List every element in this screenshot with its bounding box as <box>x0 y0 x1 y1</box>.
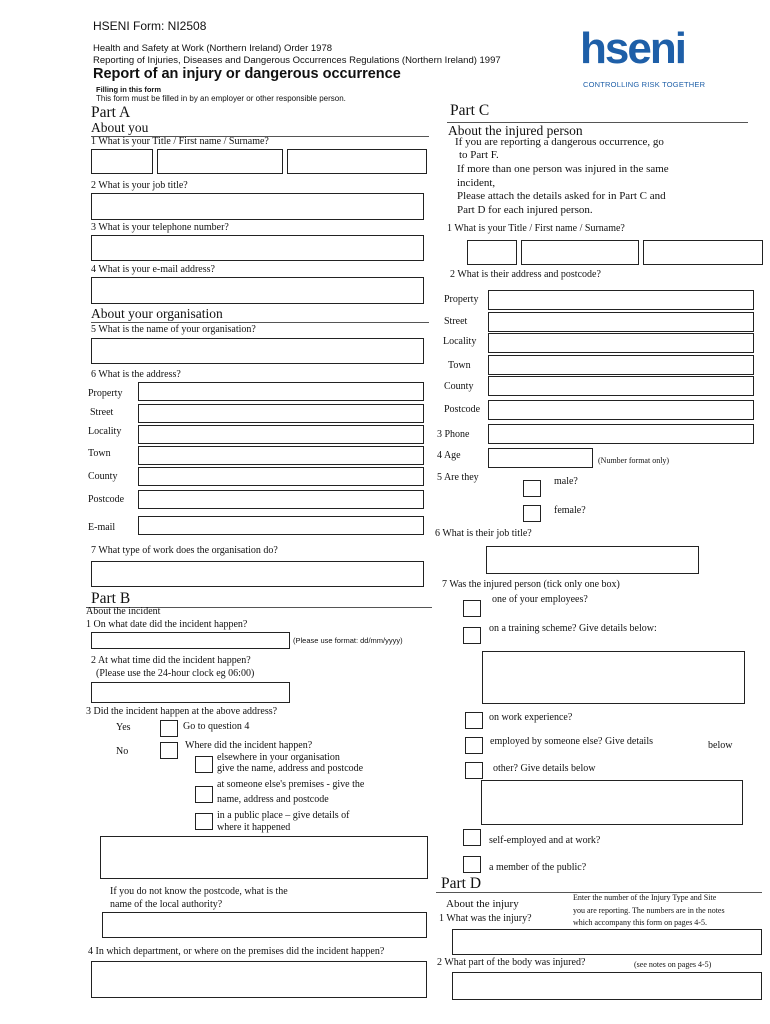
c-surname-input[interactable] <box>643 240 763 265</box>
b-q4-label: 4 In which department, or where on the premises did the incident happen? <box>88 946 385 957</box>
a-worktype-input[interactable] <box>91 561 424 587</box>
b-q3-label: 3 Did the incident happen at the above address? <box>86 706 278 717</box>
c-intro-6: Part D for each injured person. <box>457 204 593 216</box>
c-label-street: Street <box>444 316 468 327</box>
logo-wordmark: hseni <box>580 24 685 73</box>
c-q6-label: 6 What is their job title? <box>435 528 532 539</box>
c-q7-label: 7 Was the injured person (tick only one box) <box>442 579 620 590</box>
a-q3-label: 3 What is your telephone number? <box>91 222 229 233</box>
c-jobtitle-input[interactable] <box>486 546 699 574</box>
a-jobtitle-input[interactable] <box>91 193 424 220</box>
c-age-input[interactable] <box>488 448 593 468</box>
c-opt-self-employed-checkbox[interactable] <box>463 829 481 846</box>
c-locality-input[interactable] <box>488 333 754 353</box>
c-intro-1: If you are reporting a dangerous occurrence, go <box>455 136 664 148</box>
a-label-postcode: Postcode <box>88 494 125 505</box>
about-org-heading: About your organisation <box>91 306 223 321</box>
filling-text: This form must be filled in by an employer or other responsible person. <box>96 94 346 103</box>
c-firstname-input[interactable] <box>521 240 639 265</box>
c-opt-employed-else-checkbox[interactable] <box>465 737 483 754</box>
c-phone-input[interactable] <box>488 424 754 444</box>
b-no-text: Where did the incident happen? <box>185 740 313 751</box>
b-public-place-text-2: where it happened <box>217 822 291 833</box>
b-someone-else-text: at someone else's premises - give the <box>217 779 365 790</box>
c-q5-label: 5 Are they <box>437 472 479 483</box>
c-male-label: male? <box>554 476 578 487</box>
a-firstname-input[interactable] <box>157 149 283 174</box>
d-q1-label: 1 What was the injury? <box>439 913 532 924</box>
c-postcode-input[interactable] <box>488 400 754 420</box>
form-id: HSENI Form: NI2508 <box>93 19 207 33</box>
c-opt-public-label: a member of the public? <box>489 862 587 873</box>
c-q3-label: 3 Phone <box>437 429 470 440</box>
about-injured-heading: About the injured person <box>448 123 583 138</box>
c-opt-employed-else-label: employed by someone else? Give details <box>490 736 654 747</box>
a-q6-label: 6 What is the address? <box>91 369 181 380</box>
a-q2-label: 2 What is your job title? <box>91 180 188 191</box>
c-label-postcode: Postcode <box>444 404 481 415</box>
c-intro-3: If more than one person was injured in the same <box>457 163 669 175</box>
c-label-property: Property <box>444 294 479 305</box>
a-property-input[interactable] <box>138 382 424 401</box>
a-orgname-input[interactable] <box>91 338 424 364</box>
c-label-county: County <box>444 381 474 392</box>
c-street-input[interactable] <box>488 312 754 332</box>
a-town-input[interactable] <box>138 446 424 465</box>
b-someone-else-text-2: name, address and postcode <box>217 794 329 805</box>
c-intro-5: Please attach the details asked for in Part C and <box>457 190 666 202</box>
c-opt-employed-else-below: below <box>708 740 733 751</box>
a-label-email: E-mail <box>88 522 116 533</box>
c-label-locality: Locality <box>443 336 477 347</box>
about-you-heading: About you <box>91 120 149 135</box>
b-public-place-text: in a public place – give details of <box>217 810 350 821</box>
c-property-input[interactable] <box>488 290 754 310</box>
b-no-checkbox[interactable] <box>160 742 178 759</box>
d-q2-hint: (see notes on pages 4-5) <box>634 960 712 969</box>
b-q2-label: 2 At what time did the incident happen? <box>91 655 251 666</box>
about-injury-heading: About the injury <box>446 898 519 910</box>
logo-tagline: CONTROLLING RISK TOGETHER <box>583 80 706 89</box>
d-note-1: Enter the number of the Injury Type and Site <box>573 893 717 902</box>
part-b-title: Part B <box>91 590 131 607</box>
b-q1-label: 1 On what date did the incident happen? <box>86 619 248 630</box>
c-female-label: female? <box>554 505 586 516</box>
c-opt-other-checkbox[interactable] <box>465 762 483 779</box>
b-postcode-question: If you do not know the postcode, what is the <box>110 886 288 897</box>
c-title-input[interactable] <box>467 240 517 265</box>
b-date-input[interactable] <box>91 632 290 649</box>
b-location-details-input[interactable] <box>100 836 428 879</box>
a-phone-input[interactable] <box>91 235 424 261</box>
c-q4-label: 4 Age <box>437 450 461 461</box>
d-injury-input[interactable] <box>452 929 762 955</box>
part-c-title: Part C <box>450 102 490 119</box>
d-note-2: you are reporting. The numbers are in the notes <box>573 906 725 915</box>
a-email-input[interactable] <box>91 277 424 304</box>
a-locality-input[interactable] <box>138 425 424 444</box>
a-postcode-input[interactable] <box>138 490 424 509</box>
hseni-logo <box>580 24 720 92</box>
b-yes-text: Go to question 4 <box>183 721 250 732</box>
c-intro-2: to Part F. <box>459 149 499 161</box>
divider <box>91 322 429 323</box>
a-q1-label: 1 What is your Title / First name / Surname? <box>91 136 269 147</box>
b-elsewhere-text-2: give the name, address and postcode <box>217 763 364 774</box>
c-label-town: Town <box>448 360 471 371</box>
b-yes-label: Yes <box>116 722 131 733</box>
b-elsewhere-checkbox[interactable] <box>195 756 213 773</box>
a-label-county: County <box>88 471 118 482</box>
c-opt-training-label: on a training scheme? Give details below: <box>489 623 657 634</box>
form-title: Report of an injury or dangerous occurrence <box>93 66 401 82</box>
c-opt-public-checkbox[interactable] <box>463 856 481 873</box>
part-a-title: Part A <box>91 104 131 121</box>
a-q5-label: 5 What is the name of your organisation? <box>91 324 256 335</box>
a-org-email-input[interactable] <box>138 516 424 535</box>
filling-heading: Filling in this form <box>96 85 161 94</box>
c-male-checkbox[interactable] <box>523 480 541 497</box>
law-line-1: Health and Safety at Work (Northern Ireland) Order 1978 <box>93 43 333 54</box>
a-q4-label: 4 What is your e-mail address? <box>91 264 215 275</box>
b-no-label: No <box>116 746 129 757</box>
b-public-place-checkbox[interactable] <box>195 813 213 830</box>
c-q2-label: 2 What is their address and postcode? <box>450 269 601 280</box>
b-date-hint: (Please use format: dd/mm/yyyy) <box>293 636 403 645</box>
b-time-input[interactable] <box>91 682 290 703</box>
c-intro-4: incident, <box>457 177 496 189</box>
c-town-input[interactable] <box>488 355 754 375</box>
a-label-street: Street <box>90 407 114 418</box>
b-elsewhere-text: elsewhere in your organisation <box>217 752 340 763</box>
c-opt-work-experience-label: on work experience? <box>489 712 573 723</box>
b-someone-else-checkbox[interactable] <box>195 786 213 803</box>
c-female-checkbox[interactable] <box>523 505 541 522</box>
c-age-hint: (Number format only) <box>598 456 670 465</box>
c-opt-work-experience-checkbox[interactable] <box>465 712 483 729</box>
a-label-property: Property <box>88 388 123 399</box>
b-department-input[interactable] <box>91 961 427 998</box>
a-surname-input[interactable] <box>287 149 427 174</box>
a-label-town: Town <box>88 448 111 459</box>
a-title-input[interactable] <box>91 149 153 174</box>
c-q1-label: 1 What is your Title / First name / Surname? <box>447 223 625 234</box>
d-q2-label: 2 What part of the body was injured? <box>437 957 586 968</box>
c-opt-self-employed-label: self-employed and at work? <box>489 835 601 846</box>
b-yes-checkbox[interactable] <box>160 720 178 737</box>
b-postcode-question-2: name of the local authority? <box>110 899 223 910</box>
a-q7-label: 7 What type of work does the organisation do? <box>91 545 278 556</box>
a-street-input[interactable] <box>138 404 424 423</box>
a-label-locality: Locality <box>88 426 122 437</box>
c-county-input[interactable] <box>488 376 754 396</box>
c-training-details-input[interactable] <box>482 651 745 704</box>
b-local-authority-input[interactable] <box>102 912 427 938</box>
part-d-title: Part D <box>441 875 482 892</box>
c-opt-employee-label: one of your employees? <box>492 594 588 605</box>
about-incident-heading: About the incident <box>86 606 161 617</box>
c-opt-other-label: other? Give details below <box>493 763 596 774</box>
c-other-details-input[interactable] <box>481 780 743 825</box>
d-body-part-input[interactable] <box>452 972 762 1000</box>
c-opt-training-checkbox[interactable] <box>463 627 481 644</box>
d-note-3: which accompany this form on pages 4-5. <box>573 918 707 927</box>
b-q2-hint: (Please use the 24-hour clock eg 06:00) <box>96 668 255 679</box>
a-county-input[interactable] <box>138 467 424 486</box>
law-line-2: Reporting of Injuries, Diseases and Dangerous Occurrences Regulations (Northern Ireland) 1997 <box>93 55 501 66</box>
c-opt-employee-checkbox[interactable] <box>463 600 481 617</box>
